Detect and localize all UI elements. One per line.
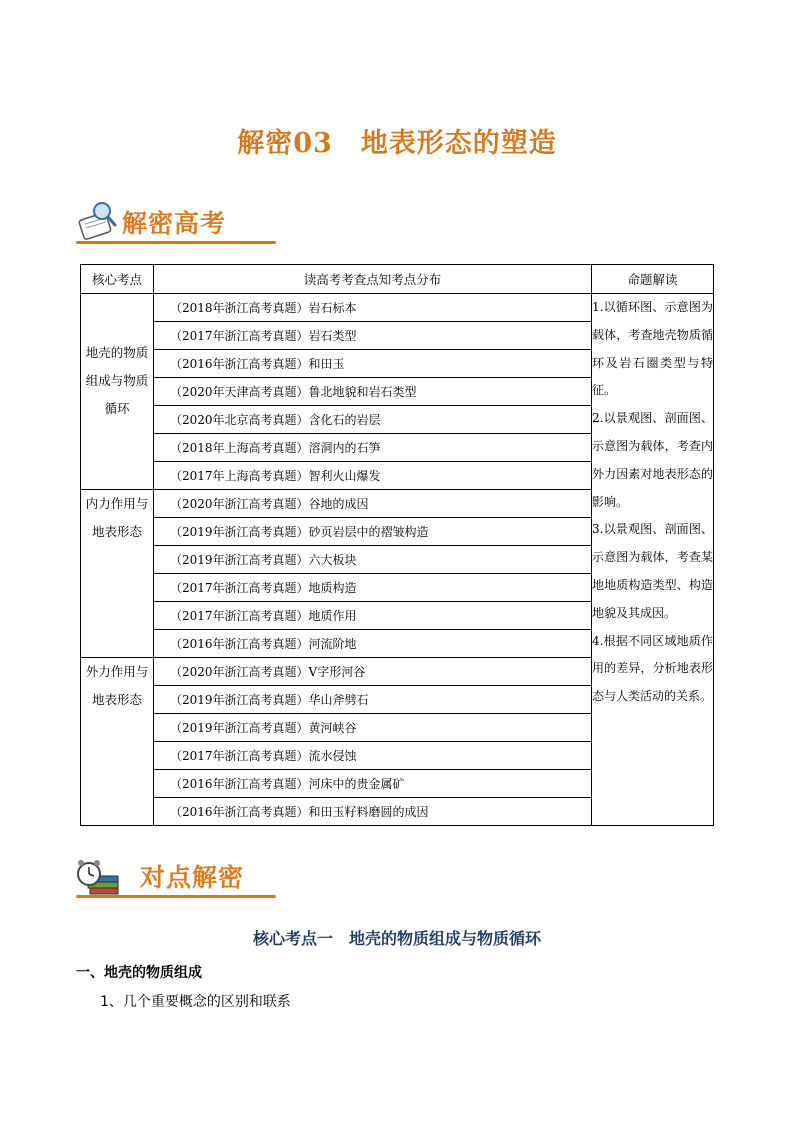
interpretation-point: 2.以景观图、剖面图、示意图为载体，考查内外力因素对地表形态的影响。 <box>592 411 713 509</box>
exam-item: （2017年浙江高考真题）岩石类型 <box>154 322 592 350</box>
exam-item: （2017年浙江高考真题）地质作用 <box>154 602 592 630</box>
exam-item: （2016年浙江高考真题）河流阶地 <box>154 630 592 658</box>
exam-item: （2020年浙江高考真题）谷地的成因 <box>154 490 592 518</box>
banner-duidian-jiemi <box>76 852 276 900</box>
exam-item: （2019年浙江高考真题）六大板块 <box>154 546 592 574</box>
banner-underline <box>76 241 276 244</box>
exam-item: （2017年浙江高考真题）地质构造 <box>154 574 592 602</box>
exam-item: （2019年浙江高考真题）黄河峡谷 <box>154 714 592 742</box>
header-core-topic: 核心考点 <box>81 265 154 294</box>
alarm-clock-books-icon <box>76 852 120 896</box>
banner-jiemi-gaokao <box>76 198 276 246</box>
magnifier-notebook-icon <box>76 198 120 242</box>
exam-item: （2020年天津高考真题）鲁北地貌和岩石类型 <box>154 378 592 406</box>
topic-cell: 地壳的物质组成与物质循环 <box>81 294 154 490</box>
interpretation-point: 1.以循环图、示意图为载体，考查地壳物质循环及岩石圈类型与特征。 <box>592 300 713 398</box>
banner-label: 对点解密 <box>140 863 245 892</box>
header-interpretation: 命题解读 <box>592 265 714 294</box>
body-text: 1、几个重要概念的区别和联系 <box>100 994 291 1010</box>
banner-label: 解密高考 <box>122 209 227 238</box>
sub-heading: 一、地壳的物质组成 <box>76 965 202 981</box>
interpretation-point: 4.根据不同区域地质作用的差异，分析地表形态与人类活动的关系。 <box>592 633 713 704</box>
exam-item: （2017年上海高考真题）智利火山爆发 <box>154 462 592 490</box>
table-header-row <box>81 265 714 294</box>
exam-distribution-table <box>80 264 714 826</box>
exam-item: （2019年浙江高考真题）砂页岩层中的褶皱构造 <box>154 518 592 546</box>
exam-item: （2020年北京高考真题）含化石的岩层 <box>154 406 592 434</box>
topic-cell: 内力作用与地表形态 <box>81 490 154 658</box>
table-row <box>81 294 714 322</box>
header-distribution: 读高考考查点知考点分布 <box>154 265 592 294</box>
exam-item: （2018年上海高考真题）溶洞内的石笋 <box>154 434 592 462</box>
topic-cell: 外力作用与地表形态 <box>81 658 154 826</box>
core-topic-heading: 核心考点一 地壳的物质组成与物质循环 <box>252 929 541 948</box>
interpretation-point: 3.以景观图、剖面图、示意图为载体，考查某地地质构造类型、构造地貌及其成因。 <box>592 522 713 620</box>
document-title: 解密03 地表形态的塑造 <box>237 128 557 159</box>
exam-item: （2016年浙江高考真题）河床中的贵金属矿 <box>154 770 592 798</box>
interpretation-cell <box>592 294 714 826</box>
exam-item: （2020年浙江高考真题）V字形河谷 <box>154 658 592 686</box>
banner-underline <box>76 895 276 898</box>
exam-item: （2016年浙江高考真题）和田玉籽料磨圆的成因 <box>154 798 592 826</box>
exam-item: （2016年浙江高考真题）和田玉 <box>154 350 592 378</box>
exam-item: （2017年浙江高考真题）流水侵蚀 <box>154 742 592 770</box>
exam-item: （2019年浙江高考真题）华山斧劈石 <box>154 686 592 714</box>
exam-item: （2018年浙江高考真题）岩石标本 <box>154 294 592 322</box>
